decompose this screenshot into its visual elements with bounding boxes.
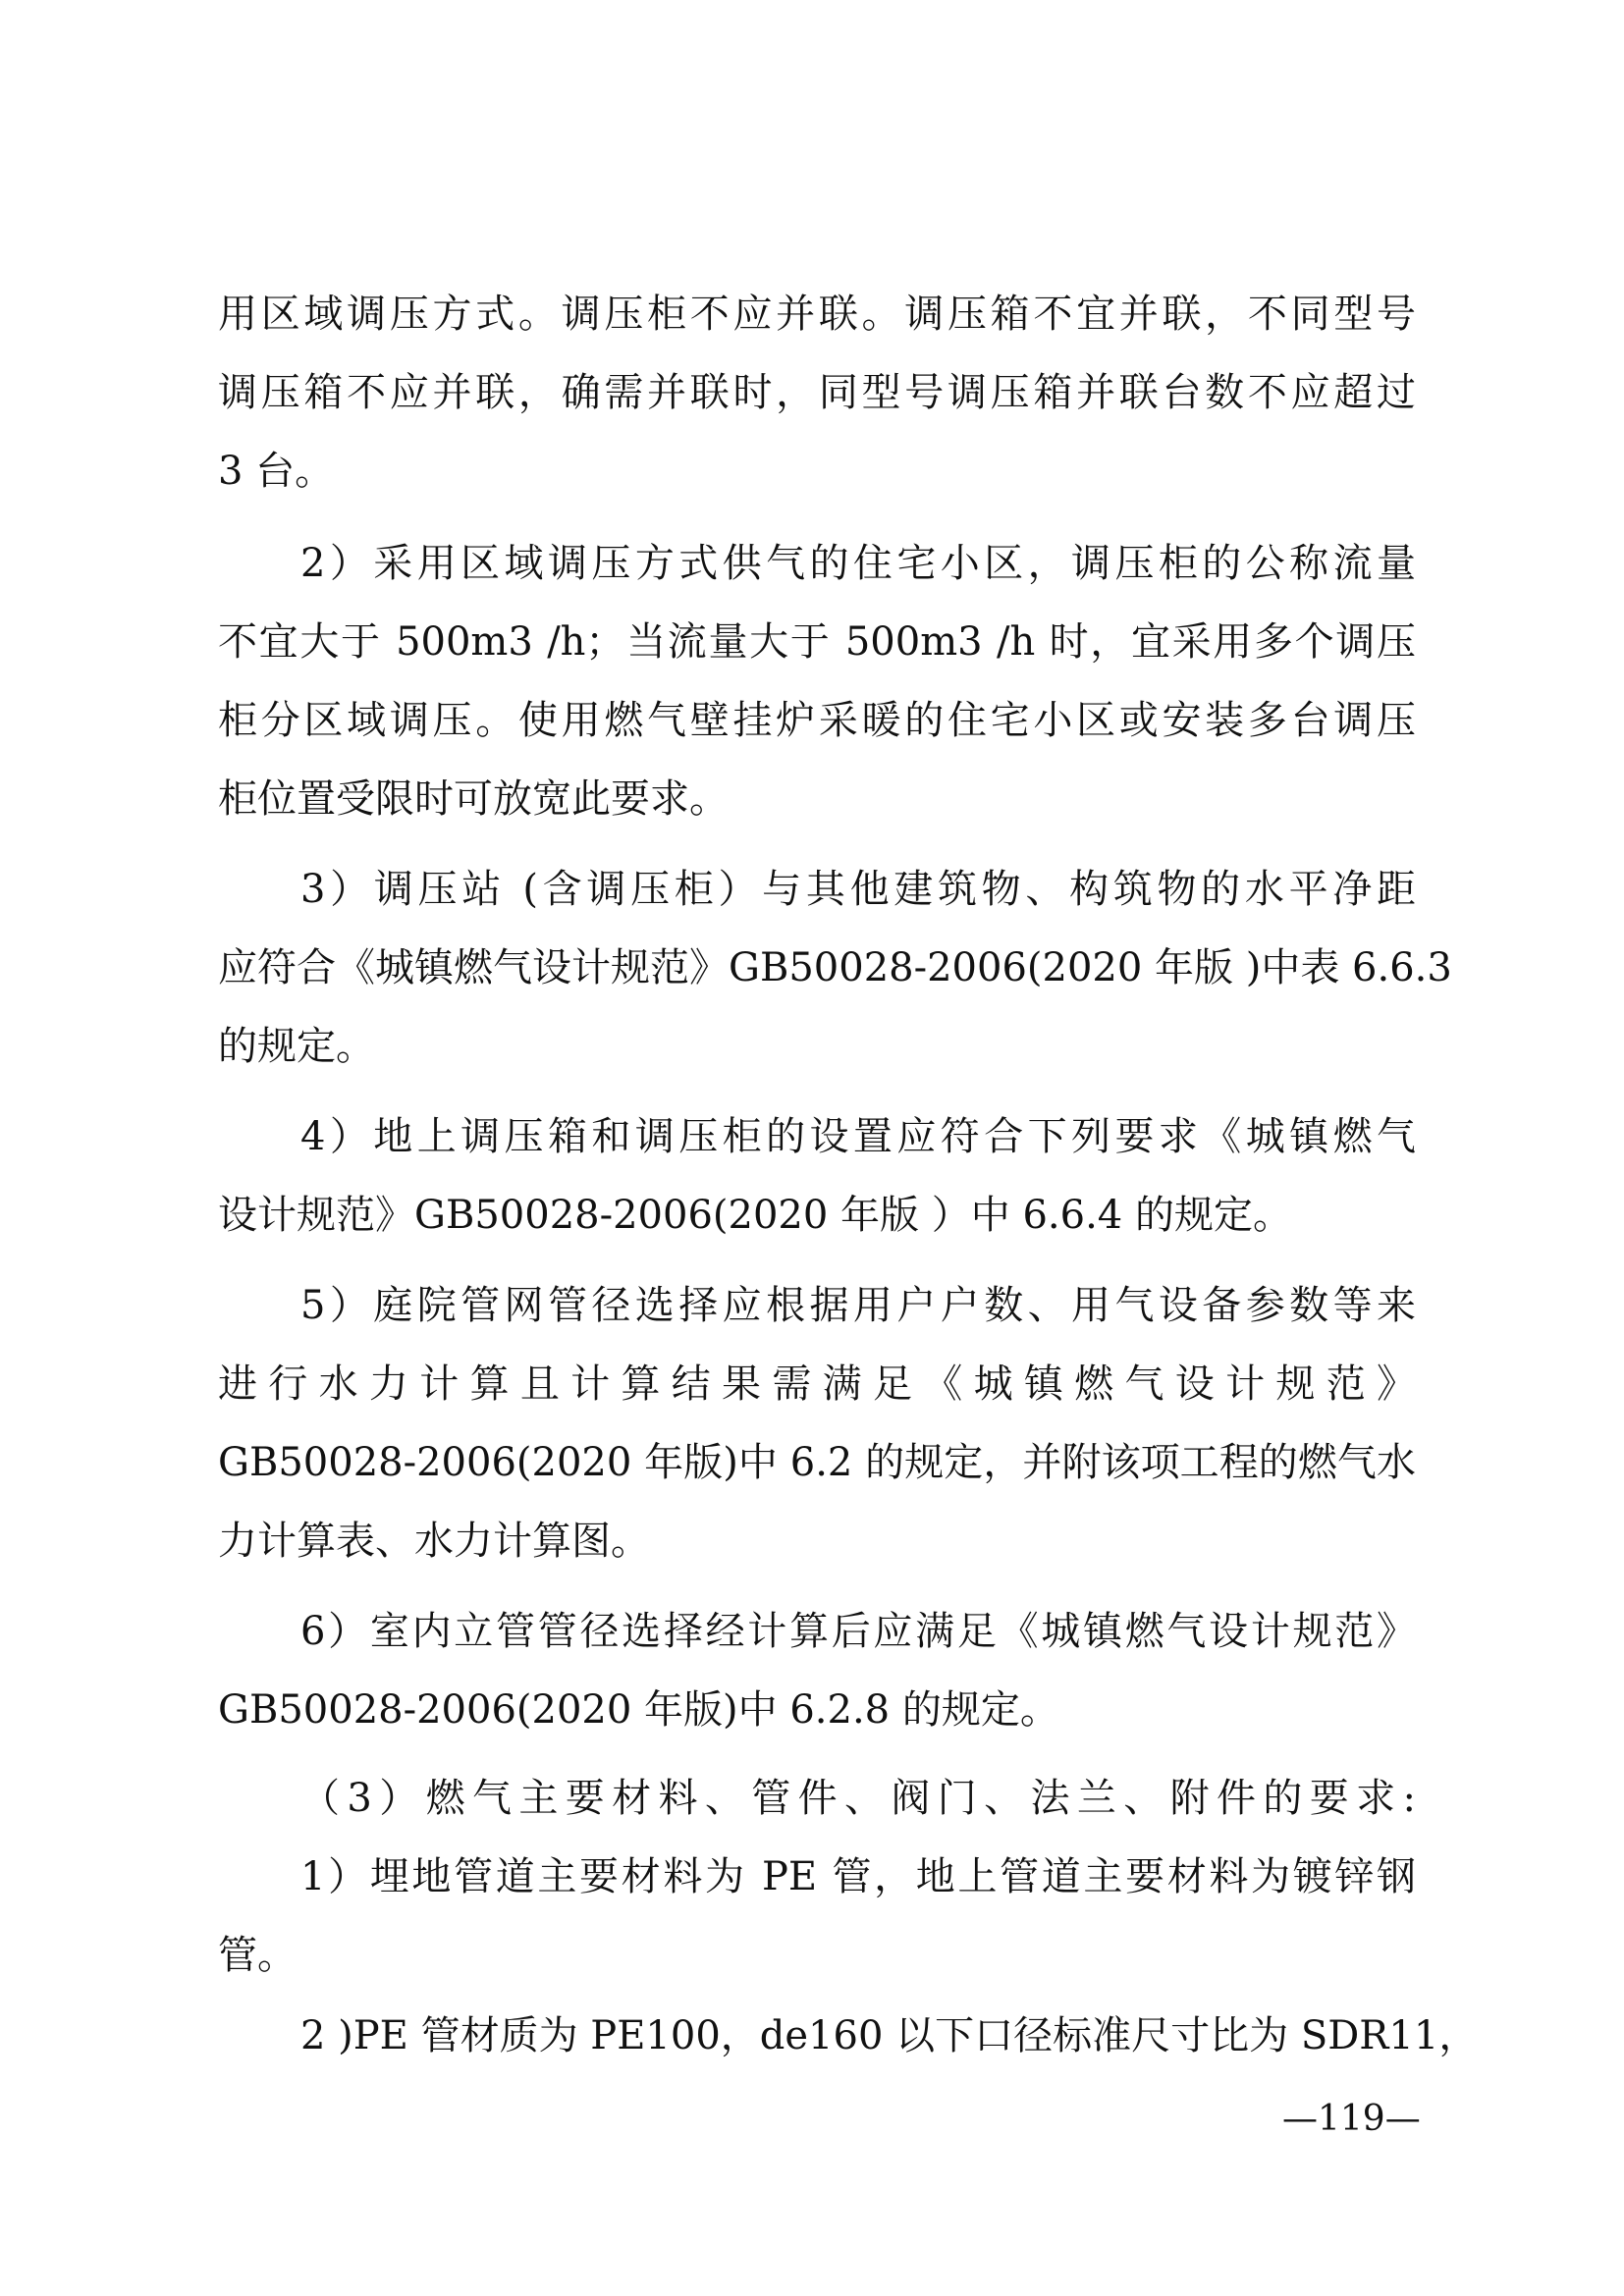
text-line: GB50028-2006(2020 年版)中 6.2.8 的规定。 xyxy=(218,1687,1059,1733)
text-line: 不宜大于 500m3 /h；当流量大于 500m3 /h 时，宜采用多个调压 xyxy=(218,619,1416,665)
text-line: GB50028-2006(2020 年版)中 6.2 的规定，并附该项工程的燃气水 xyxy=(218,1440,1416,1485)
text-line: 进行水力计算且计算结果需满足《城镇燃气设计规范》 xyxy=(218,1362,1416,1407)
text-line: 设计规范》GB50028-2006(2020 年版 ）中 6.6.4 的规定。 xyxy=(218,1193,1292,1238)
page-number: —119— xyxy=(1282,2099,1421,2139)
text-line: 3）调压站 (含调压柜）与其他建筑物、构筑物的水平净距 xyxy=(300,867,1416,912)
text-line: 柜分区域调压。使用燃气壁挂炉采暖的住宅小区或安装多台调压 xyxy=(218,698,1416,743)
text-line: 柜位置受限时可放宽此要求。 xyxy=(218,776,729,822)
text-line: 的规定。 xyxy=(218,1024,375,1069)
text-line: 管。 xyxy=(218,1933,297,1978)
text-line: 5）庭院管网管径选择应根据用户户数、用气设备参数等来 xyxy=(300,1283,1416,1328)
text-line: 调压箱不应并联，确需并联时，同型号调压箱并联台数不应超过 xyxy=(218,370,1416,415)
text-line: 3 台。 xyxy=(218,449,335,494)
text-line: 4）地上调压箱和调压柜的设置应符合下列要求《城镇燃气 xyxy=(300,1114,1416,1159)
text-line: 6）室内立管管径选择经计算后应满足《城镇燃气设计规范》 xyxy=(300,1609,1416,1654)
text-line: 2）采用区域调压方式供气的住宅小区，调压柜的公称流量 xyxy=(300,541,1416,586)
text-line: 2 )PE 管材质为 PE100，de160 以下口径标准尺寸比为 SDR11， xyxy=(300,2013,1479,2058)
section-heading: （3）燃气主要材料、管件、阀门、法兰、附件的要求: xyxy=(300,1776,1416,1821)
text-line: 力计算表、水力计算图。 xyxy=(218,1519,650,1564)
text-line: 1）埋地管道主要材料为 PE 管，地上管道主要材料为镀锌钢 xyxy=(300,1854,1416,1899)
text-line: 用区域调压方式。调压柜不应并联。调压箱不宜并联，不同型号 xyxy=(218,292,1416,337)
text-line: 应符合《城镇燃气设计规范》GB50028-2006(2020 年版 )中表 6.6.3 xyxy=(218,945,1452,990)
